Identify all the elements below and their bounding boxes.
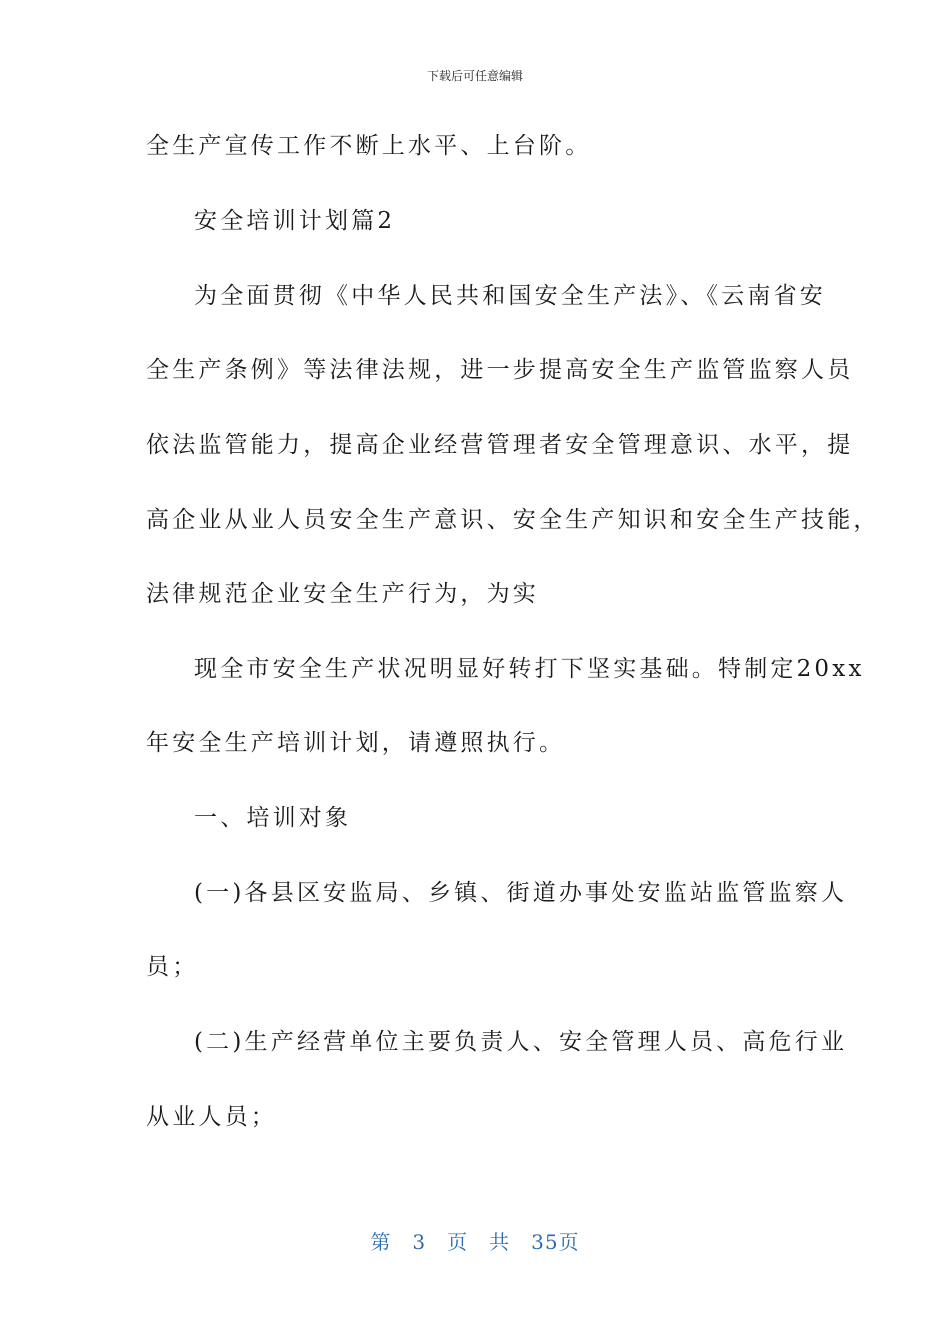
body-line: 高企业从业人员安全生产意识、安全生产知识和安全生产技能， <box>146 507 880 533</box>
section-title: 安全培训计划篇2 <box>194 208 396 234</box>
page-number-footer: 第 3 页 共 35页 <box>370 1230 580 1254</box>
subsection-heading: 一、培训对象 <box>194 805 352 831</box>
body-line: 为全面贯彻《中华人民共和国安全生产法》、《云南省安 <box>194 283 826 309</box>
body-line: 年安全生产培训计划，请遵照执行。 <box>146 730 566 756</box>
body-line: 全生产条例》等法律法规，进一步提高安全生产监管监察人员 <box>146 357 854 383</box>
header-note: 下载后可任意编辑 <box>426 69 523 83</box>
body-line: 法律规范企业安全生产行为，为实 <box>146 581 539 607</box>
list-item-continuation: 员； <box>146 954 199 980</box>
body-line: 依法监管能力，提高企业经营管理者安全管理意识、水平，提 <box>146 432 854 458</box>
body-line: 全生产宣传工作不断上水平、上台阶。 <box>146 133 592 159</box>
list-item: (一)各县区安监局、乡镇、街道办事处安监站监管监察人 <box>194 880 848 906</box>
list-item: (二)生产经营单位主要负责人、安全管理人员、高危行业 <box>194 1029 848 1055</box>
list-item-continuation: 从业人员； <box>146 1104 277 1130</box>
body-line: 现全市安全生产状况明显好转打下坚实基础。特制定20xx <box>194 656 865 682</box>
